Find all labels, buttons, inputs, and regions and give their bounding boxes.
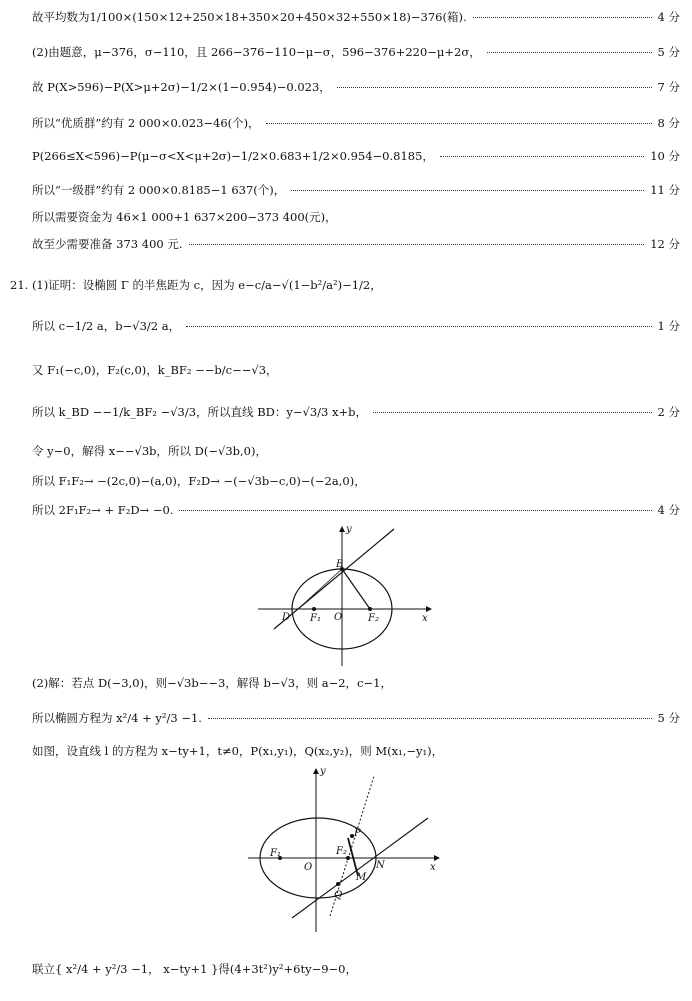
- solution-line: [32, 672, 680, 694]
- line-text: 所以 F₁F₂→ −(2c,0)−(a,0)，F₂D→ −(−√3b−c,0)−(−2a,0)，: [32, 474, 366, 488]
- score-label: 4 分: [657, 10, 680, 24]
- point-q: [336, 882, 340, 886]
- solution-line: [32, 6, 680, 28]
- line-text: 所以 2F₁F₂→ + F₂D→ −0.: [32, 503, 174, 517]
- score-label: 5 分: [657, 45, 680, 59]
- label-n: N: [376, 860, 385, 871]
- solution-line: [32, 145, 680, 167]
- solution-line: [32, 112, 680, 134]
- solution-line: [32, 499, 680, 521]
- solution-line: [32, 315, 680, 337]
- solution-line: [32, 359, 680, 381]
- y-axis-arrow: [313, 768, 319, 774]
- solution-line: [32, 179, 680, 201]
- label-b: B: [336, 559, 344, 570]
- label-p: P: [354, 828, 361, 839]
- line-text: P(266≤X<596)−P(μ−σ<X<μ+2σ)−1/2×0.683+1/2×0.954−0.8185，: [32, 149, 434, 163]
- solution-line: [32, 233, 680, 255]
- line-text: 21. (1)证明：设椭圆 Γ 的半焦距为 c，因为 e−c/a−√(1−b²/a²)−1/2，: [10, 278, 382, 292]
- line-text: (2)解：若点 D(−3,0)，则−√3b−−3，解得 b−√3，则 a−2，c−1，: [32, 676, 392, 690]
- line-text: 所以 k_BD −−1/k_BF₂ −√3/3，所以直线 BD：y−√3/3 x+b，: [32, 405, 367, 419]
- label-f2: F₂: [368, 613, 379, 624]
- label-x: x: [430, 862, 436, 873]
- ellipse-figure-1: [258, 524, 438, 666]
- solution-line: [32, 954, 680, 984]
- x-axis-arrow: [426, 606, 432, 612]
- solution-line: [32, 470, 680, 492]
- solution-line: [32, 41, 680, 63]
- label-y: y: [346, 524, 352, 535]
- dot-leader: [189, 244, 645, 245]
- label-o: O: [334, 612, 343, 623]
- line-text: 令 y−0，解得 x−−√3b，所以 D(−√3b,0)，: [32, 444, 267, 458]
- label-x: x: [422, 613, 428, 624]
- dot-leader: [373, 412, 652, 413]
- solution-line: [32, 76, 680, 98]
- ellipse-figure-2: [244, 766, 444, 934]
- line-text: 所以 c−1/2 a，b−√3/2 a，: [32, 319, 181, 333]
- dot-leader: [337, 87, 652, 88]
- solution-line: [10, 274, 680, 296]
- line-text: 所以椭圆方程为 x²/4 + y²/3 −1.: [32, 711, 202, 725]
- solution-line: [32, 740, 680, 762]
- score-label: 5 分: [657, 711, 680, 725]
- line-text: 又 F₁(−c,0)，F₂(c,0)，k_BF₂ −−b/c−−√3，: [32, 363, 278, 377]
- segment-db: [298, 569, 342, 609]
- dot-leader: [179, 510, 651, 511]
- score-label: 7 分: [657, 80, 680, 94]
- label-y: y: [320, 766, 326, 777]
- label-d: D: [282, 612, 291, 623]
- score-label: 2 分: [657, 405, 680, 419]
- score-label: 12 分: [650, 237, 680, 251]
- segment-bf2: [342, 569, 370, 609]
- dot-leader: [291, 190, 644, 191]
- line-text: 所以“一级群”约有 2 000×0.8185−1 637(个)，: [32, 183, 286, 197]
- line-text: (2)由题意，μ−376，σ−110，且 266−376−110−μ−σ，596−376+220−μ+2σ，: [32, 45, 481, 59]
- score-label: 8 分: [657, 116, 680, 130]
- label-f1: F₁: [310, 613, 321, 624]
- solution-line: [32, 440, 680, 462]
- score-label: 10 分: [650, 149, 680, 163]
- label-f2: F₂: [336, 846, 347, 857]
- dot-leader: [208, 718, 652, 719]
- solution-line: [32, 707, 680, 729]
- label-o: O: [304, 862, 313, 873]
- line-text: 如图，设直线 l 的方程为 x−ty+1，t≠0，P(x₁,y₁)，Q(x₂,y₂)，则 M(x₁,−y₁)，: [32, 744, 444, 758]
- label-q: Q: [334, 890, 343, 901]
- score-label: 1 分: [657, 319, 680, 333]
- solution-line: [32, 401, 680, 423]
- line-text: 故平均数为1/100×(150×12+250×18+350×20+450×32+550×18)−376(箱).: [32, 10, 467, 24]
- dot-leader: [266, 123, 652, 124]
- dot-leader: [473, 17, 652, 18]
- line-text: 故至少需要准备 373 400 元.: [32, 237, 183, 251]
- line-text: 故 P(X>596)−P(X>μ+2σ)−1/2×(1−0.954)−0.023，: [32, 80, 331, 94]
- dot-leader: [186, 326, 651, 327]
- label-m: M: [356, 872, 367, 883]
- y-axis-arrow: [339, 526, 345, 532]
- line-text: 联立{ x²/4 + y²/3 −1， x−ty+1 }得(4+3t²)y²+6ty−9−0，: [32, 962, 357, 976]
- dot-leader: [487, 52, 652, 53]
- point-f1: [312, 607, 316, 611]
- line-text: 所以需要资金为 46×1 000+1 637×200−373 400(元)，: [32, 210, 337, 224]
- dot-leader: [440, 156, 644, 157]
- score-label: 11 分: [650, 183, 680, 197]
- point-f2: [368, 607, 372, 611]
- score-label: 4 分: [657, 503, 680, 517]
- x-axis-arrow: [434, 855, 440, 861]
- solution-line: [32, 206, 680, 228]
- label-f1: F₁: [270, 848, 281, 859]
- line-text: 所以“优质群”约有 2 000×0.023−46(个)，: [32, 116, 260, 130]
